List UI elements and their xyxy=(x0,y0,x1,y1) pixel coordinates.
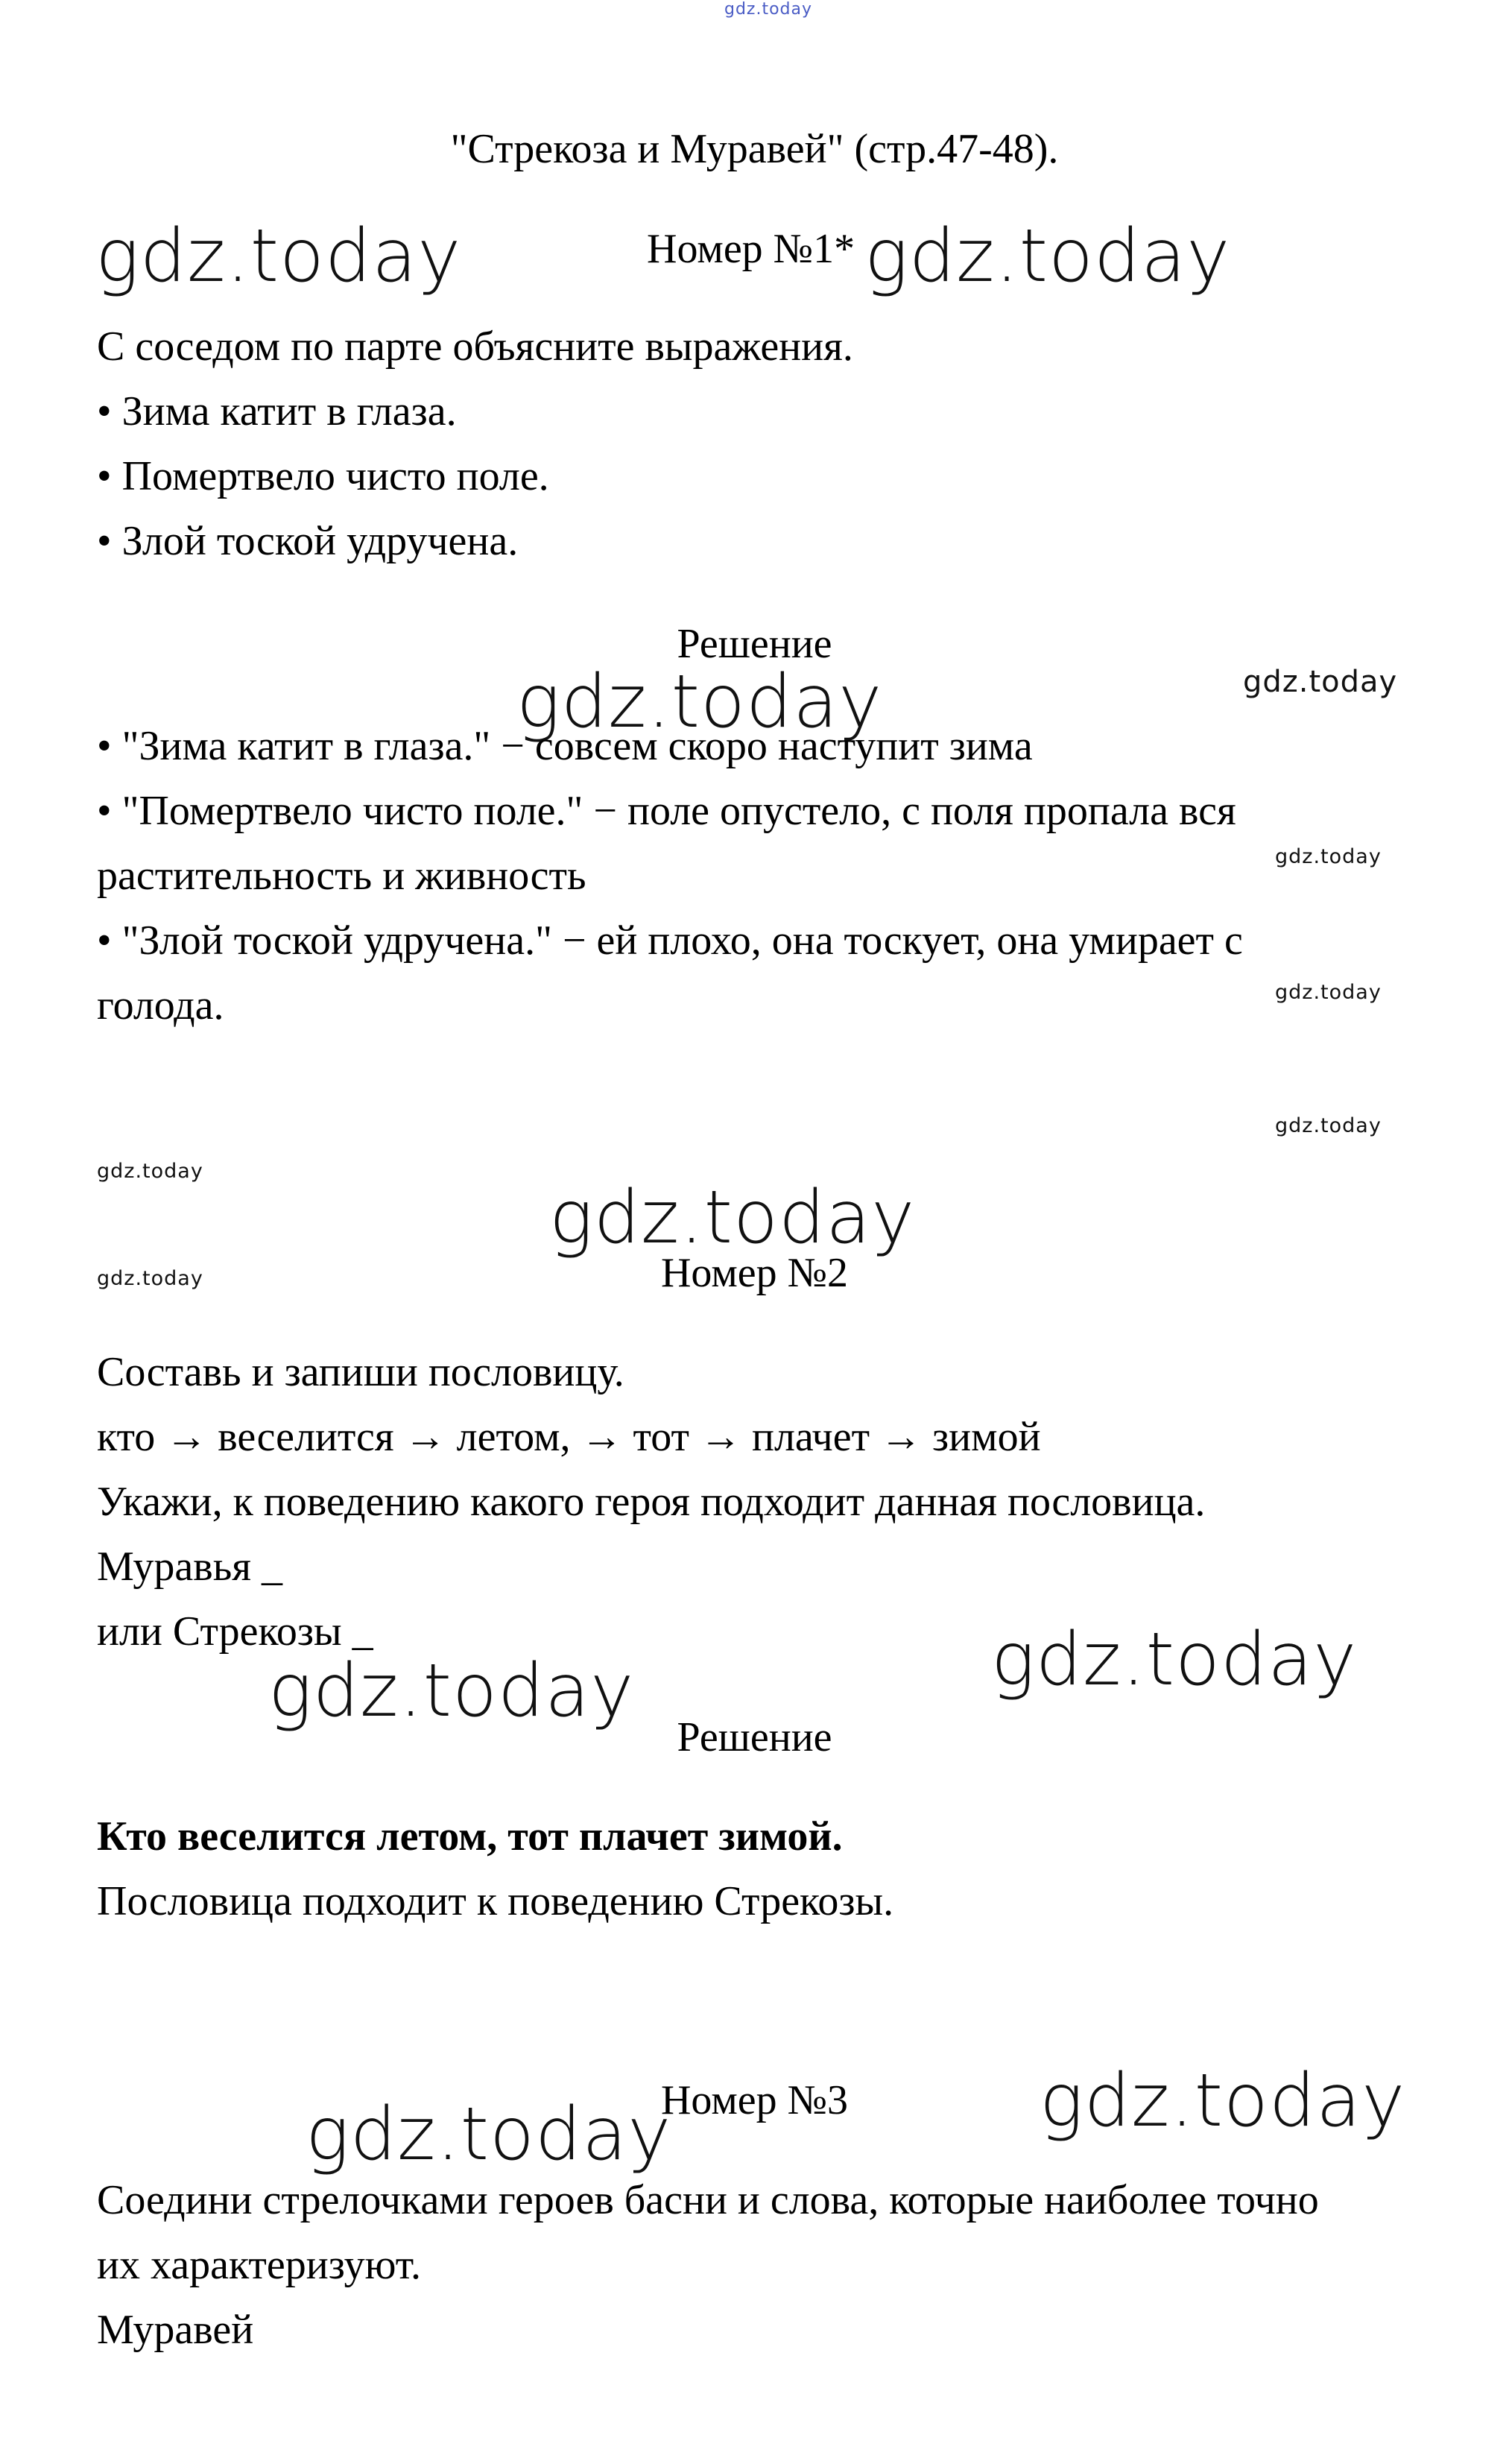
task-1-number: Номер №1* xyxy=(647,226,855,272)
task-1-solution-label: Решение xyxy=(677,621,832,667)
watermark-large-6: gdz.today xyxy=(268,1649,635,1734)
task-2-number: Номер №2 xyxy=(660,1250,849,1296)
task-2-solution-label: Решение xyxy=(677,1714,832,1760)
watermark-large-7: gdz.today xyxy=(1040,2059,1406,2144)
watermark-small-5: gdz.today xyxy=(97,1267,203,1290)
task-1-question-line: • Помертвело чисто поле. xyxy=(97,453,549,499)
watermark-large-2: gdz.today xyxy=(864,214,1231,299)
watermark-small-3: gdz.today xyxy=(1275,1114,1382,1137)
task-2-question-line: кто → веселится → летом, → тот → плачет → зимой xyxy=(97,1414,1041,1460)
watermark-large-8: gdz.today xyxy=(306,2092,672,2177)
task-2-question-line: или Стрекозы _ xyxy=(97,1608,373,1655)
watermark-small-4: gdz.today xyxy=(97,1160,203,1183)
task-1-question-line: • Зима катит в глаза. xyxy=(97,388,457,435)
task-1-solution-line: голода. xyxy=(97,982,224,1029)
task-2-question-line: Составь и запиши пословицу. xyxy=(97,1349,624,1395)
task-1-solution-line: • "Помертвело чисто поле." − поле опустело, с поля пропала вся xyxy=(97,788,1236,834)
watermark-large-4: gdz.today xyxy=(549,1175,916,1260)
task-1-solution-line: • "Зима катит в глаза." − совсем скоро наступит зима xyxy=(97,723,1033,769)
watermark-small-2: gdz.today xyxy=(1275,981,1382,1004)
watermark-small-1: gdz.today xyxy=(1275,845,1382,868)
watermark-large-3: gdz.today xyxy=(516,660,883,745)
task-1-question-line: • Злой тоской удручена. xyxy=(97,518,519,564)
task-3-question-line: Соедини стрелочками героев басни и слова, которые наиболее точно xyxy=(97,2177,1319,2223)
task-1-question-line: С соседом по парте объясните выражения. xyxy=(97,323,853,370)
task-1-solution-line: растительность и живность xyxy=(97,853,586,899)
task-1-solution-line: • "Злой тоской удручена." − ей плохо, она тоскует, она умирает с xyxy=(97,917,1243,964)
task-2-question-line: Укажи, к поведению какого героя подходит данная пословица. xyxy=(97,1479,1206,1525)
task-3-number: Номер №3 xyxy=(660,2077,849,2123)
task-2-question-line: Муравья _ xyxy=(97,1544,282,1590)
watermark-large-5: gdz.today xyxy=(991,1617,1358,1702)
watermark-large-1: gdz.today xyxy=(95,214,462,299)
watermark-medium-1: gdz.today xyxy=(1243,665,1398,699)
watermark-top: gdz.today xyxy=(724,0,813,19)
document-title: "Стрекоза и Муравей" (стр.47-48). xyxy=(450,126,1059,172)
task-3-question-line: их характеризуют. xyxy=(97,2242,422,2288)
task-2-solution-answer: Кто веселится летом, тот плачет зимой. xyxy=(97,1813,843,1860)
task-3-question-line: Муравей xyxy=(97,2307,254,2353)
task-2-solution-line: Пословица подходит к поведению Стрекозы. xyxy=(97,1878,894,1924)
